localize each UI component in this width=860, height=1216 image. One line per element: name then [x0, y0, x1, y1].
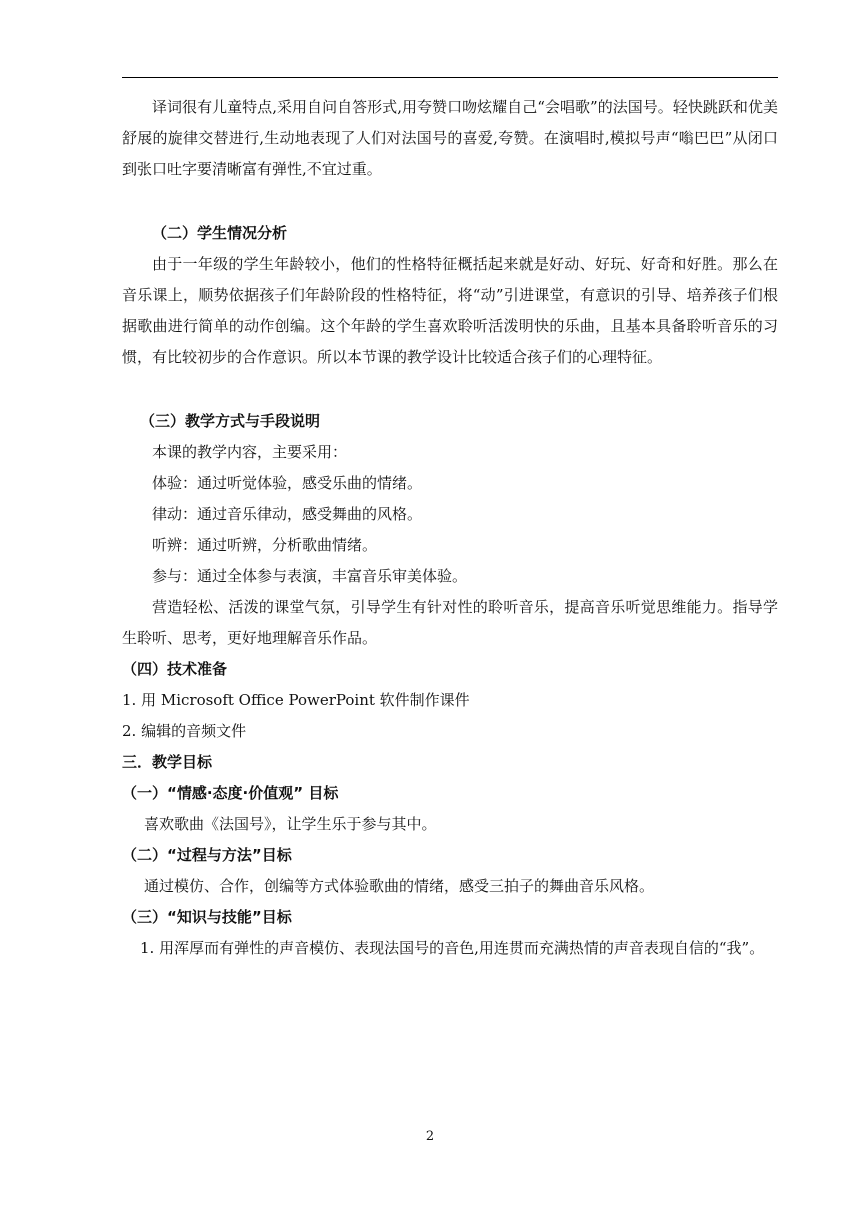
- goal-heading-knowledge: （三）“知识与技能”目标: [122, 908, 292, 926]
- goal-heading-emotion: （一）“情感·态度·价值观” 目标: [122, 784, 339, 802]
- methods-line: 本课的教学内容，主要采用：: [152, 443, 348, 461]
- goal-item-knowledge-1: 1. 用浑厚而有弹性的声音模仿、表现法国号的音色,用连贯而充满热情的声音表现自信的“我”。: [140, 939, 765, 957]
- section-heading-teaching-goals: 三．教学目标: [122, 753, 213, 771]
- goal-text-process: 通过模仿、合作，创编等方式体验歌曲的情绪，感受三拍子的舞曲音乐风格。: [144, 877, 655, 895]
- header-rule: [122, 77, 778, 78]
- page-number: 2: [425, 1129, 435, 1144]
- section-heading-tech-prep: （四）技术准备: [122, 660, 228, 678]
- spacer: [122, 185, 778, 218]
- goal-text-emotion: 喜欢歌曲《法国号》，让学生乐于参与其中。: [144, 815, 437, 833]
- intro-paragraph: 译词很有儿童特点,采用自问自答形式,用夸赞口吻炫耀自己“会唱歌”的法国号。轻快跳跃和优美舒展的旋律交替进行,生动地表现了人们对法国号的喜爱,夸赞。在演唱时,模拟号声“嗡巴巴”从闭口到张口吐字要清晰富有弹性,不宜过重。: [122, 98, 778, 178]
- goal-heading-process: （二）“过程与方法”目标: [122, 846, 292, 864]
- section-heading-student-analysis: （二）学生情况分析: [152, 224, 288, 242]
- spacer: [122, 373, 778, 406]
- tech-prep-item: 1. 用 Microsoft Office PowerPoint 软件制作课件: [122, 691, 470, 709]
- methods-line: 体验：通过听觉体验，感受乐曲的情绪。: [152, 474, 423, 492]
- tech-prep-item: 2. 编辑的音频文件: [122, 722, 247, 740]
- section-heading-teaching-methods: （三）教学方式与手段说明: [140, 412, 321, 430]
- methods-line: 律动：通过音乐律动，感受舞曲的风格。: [152, 505, 423, 523]
- methods-line: 参与：通过全体参与表演，丰富音乐审美体验。: [152, 567, 468, 585]
- document-page: [122, 92, 778, 964]
- methods-paragraph: 营造轻松、活泼的课堂气氛，引导学生有针对性的聆听音乐，提高音乐听觉思维能力。指导学生聆听、思考，更好地理解音乐作品。: [122, 598, 778, 647]
- student-analysis-paragraph: 由于一年级的学生年龄较小，他们的性格特征概括起来就是好动、好玩、好奇和好胜。那么在音乐课上，顺势依据孩子们年龄阶段的性格特征，将“动”引进课堂，有意识的引导、培养孩子们根据歌曲进行简单的动作创编。这个年龄的学生喜欢聆听活泼明快的乐曲，且基本具备聆听音乐的习惯，有比较初步的合作意识。所以本节课的教学设计比较适合孩子们的心理特征。: [122, 255, 778, 366]
- methods-line: 听辨：通过听辨，分析歌曲情绪。: [152, 536, 378, 554]
